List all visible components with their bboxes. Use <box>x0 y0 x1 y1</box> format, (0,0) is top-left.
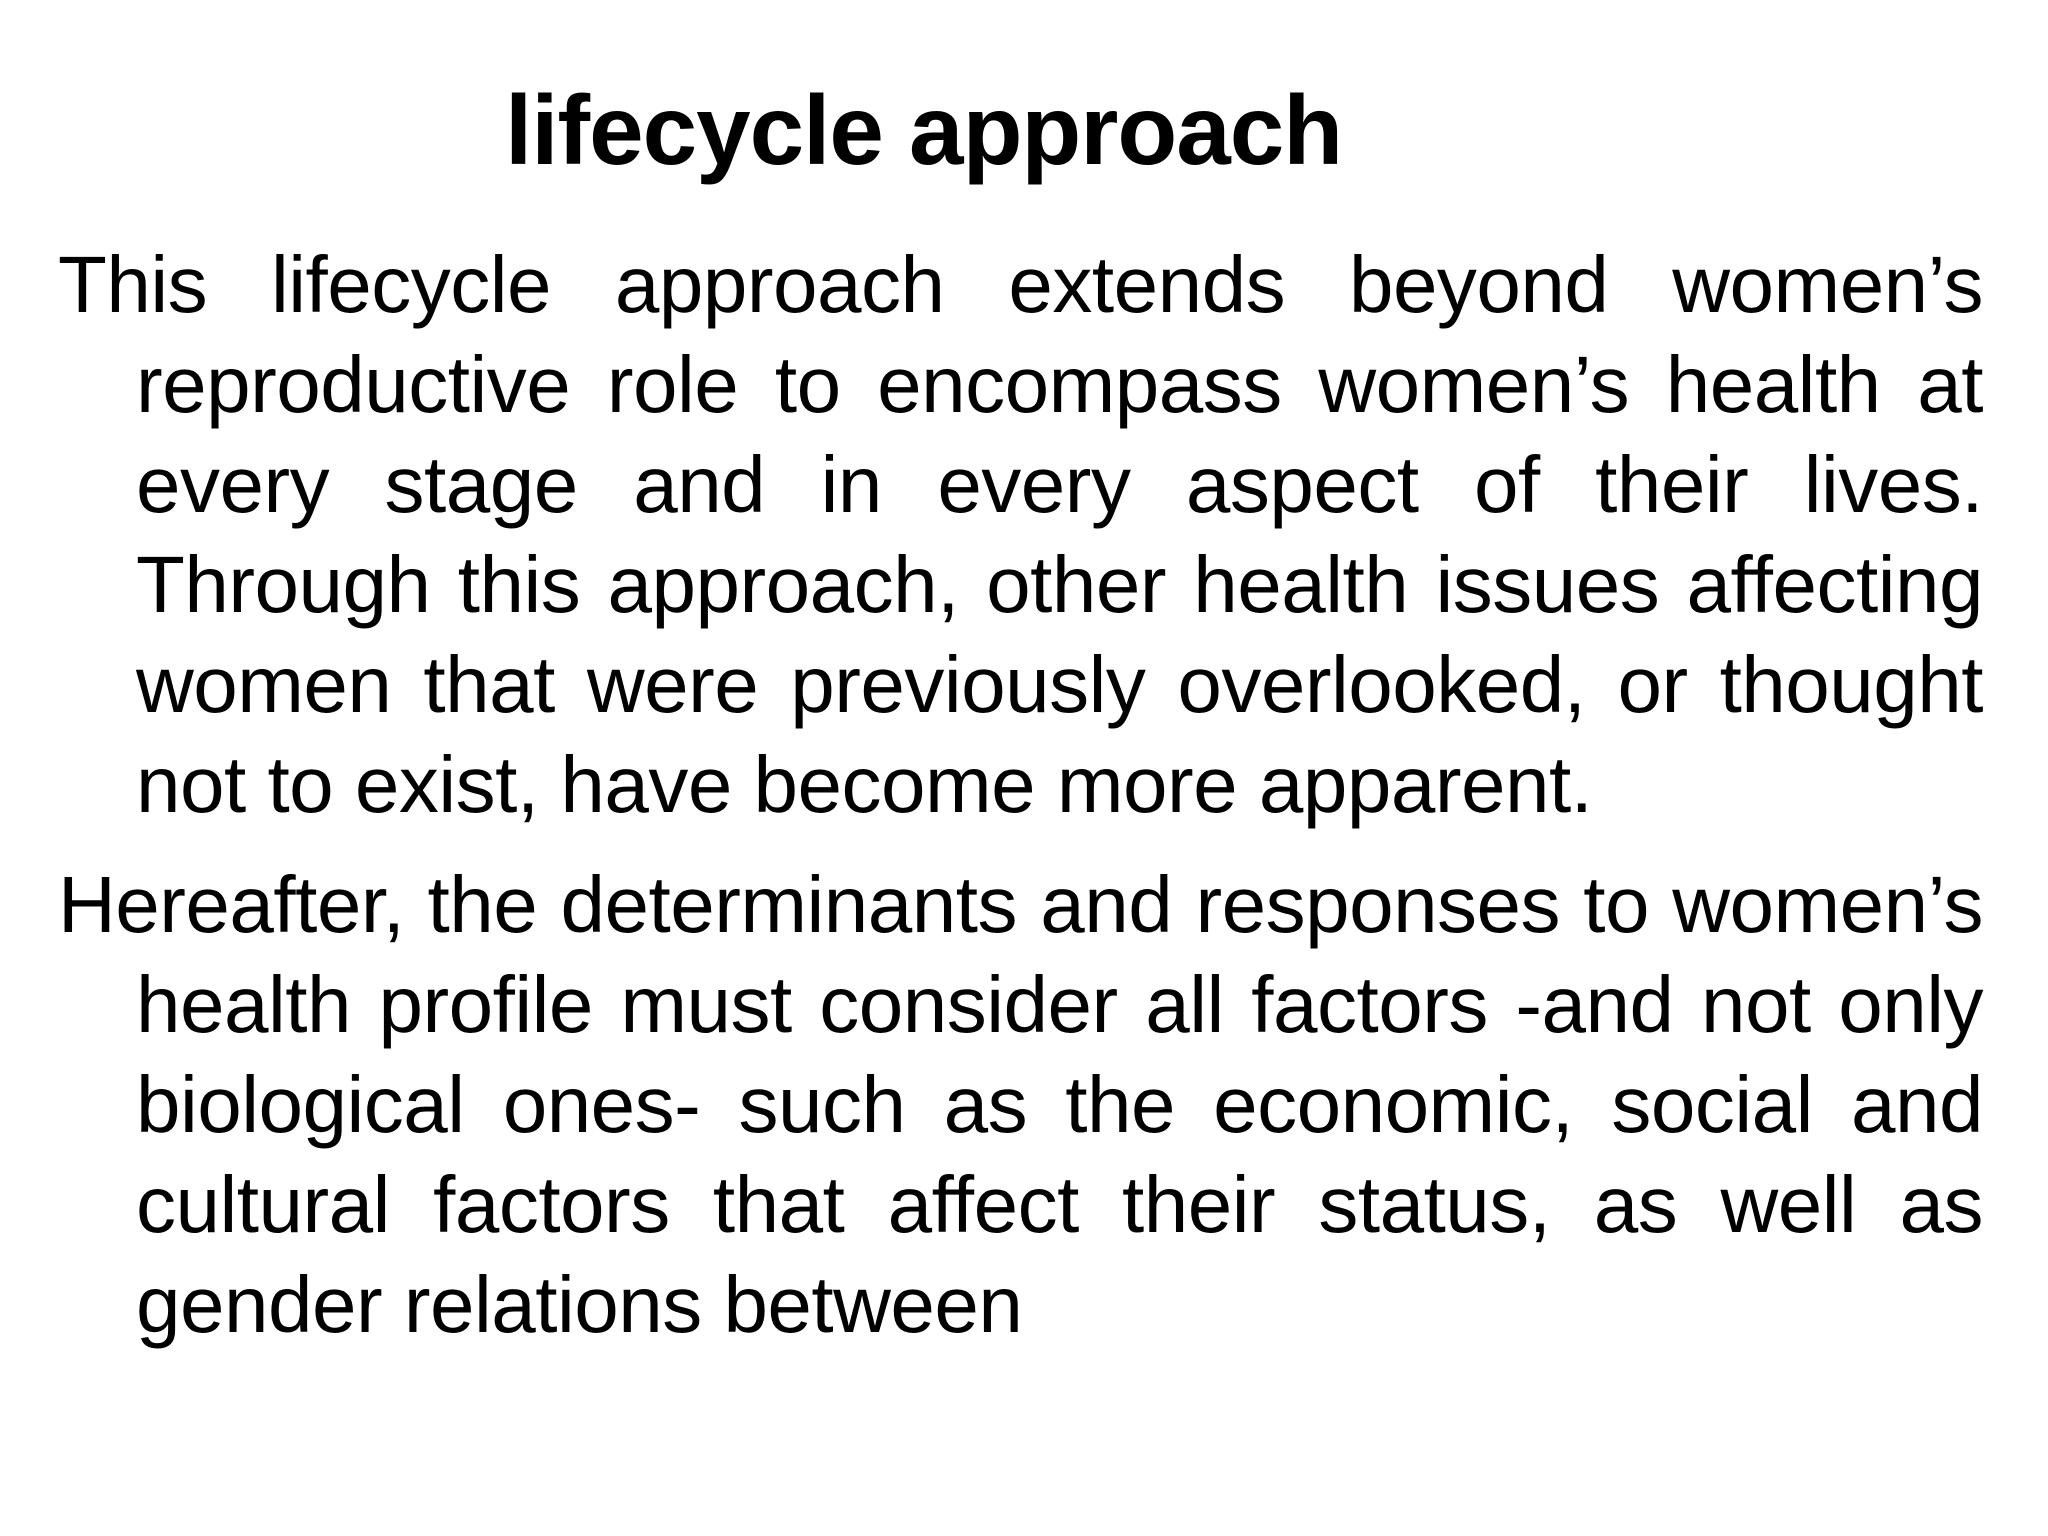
slide-title: lifecycle approach <box>505 75 1343 185</box>
body-paragraph: Hereafter, the determinants and responses to women’s health profile must consider all factors -and not only biological ones- such as the economic, social and cultural factors that affect their status, as well as gender relations between <box>58 860 1983 1349</box>
slide-body <box>58 235 1983 1355</box>
body-paragraph: This lifecycle approach extends beyond women’s reproductive role to encompass women’s health at every stage and in every aspect of their lives. Through this approach, other health issues affecting women that were previously overlooked, or thought not to exist, have become more apparent. <box>58 240 1983 829</box>
